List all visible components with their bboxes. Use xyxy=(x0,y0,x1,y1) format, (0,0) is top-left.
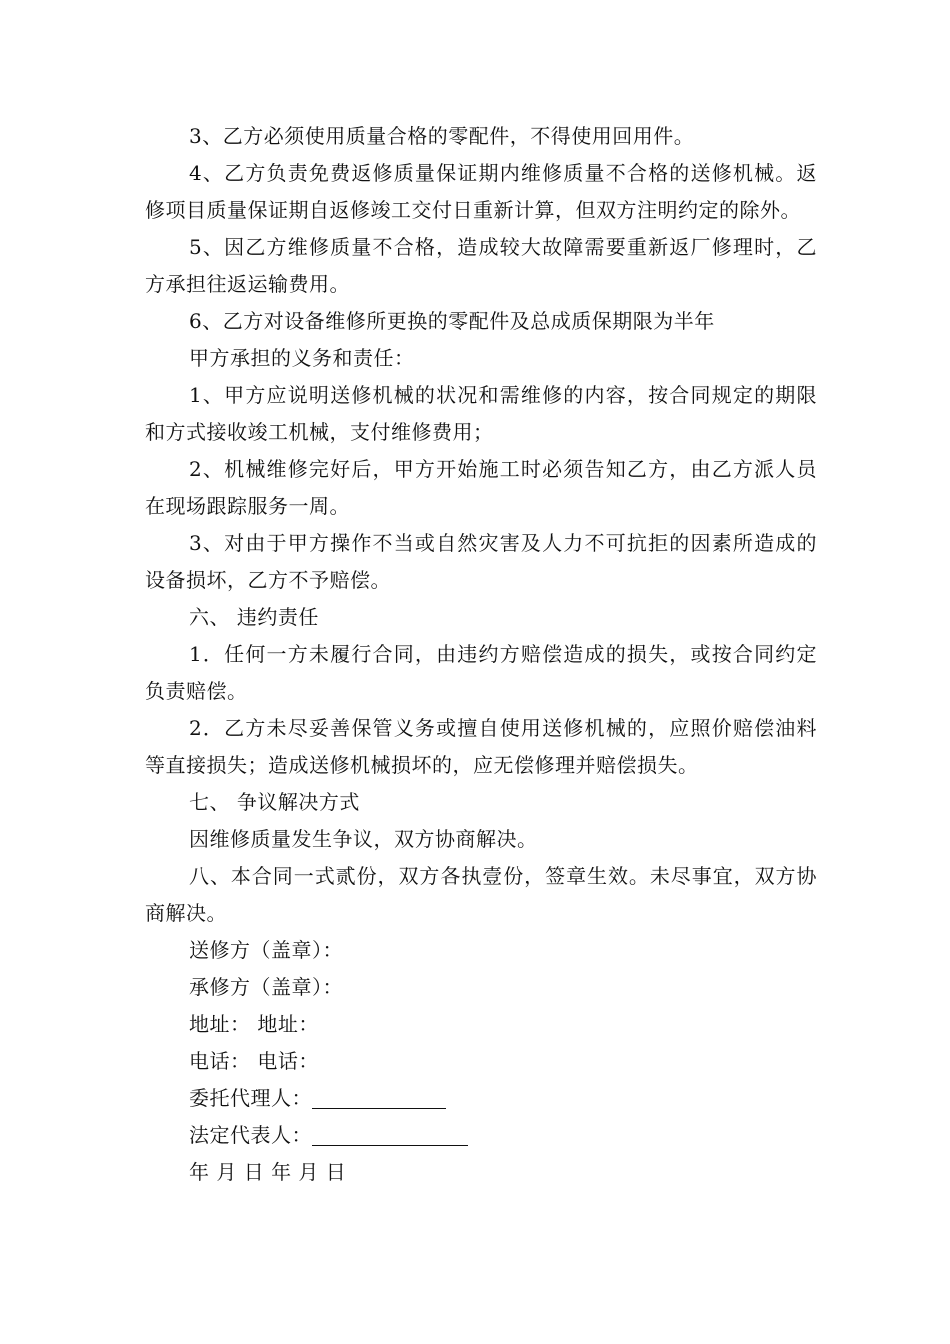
address-line: 地址： 地址： xyxy=(189,1012,319,1036)
contract-body xyxy=(145,118,817,1191)
breach-clause-1: 1．任何一方未履行合同，由违约方赔偿造成的损失，或按合同约定负责赔偿。 xyxy=(145,642,817,703)
party-a-clause-1: 1、甲方应说明送修机械的状况和需维修的内容，按合同规定的期限和方式接收竣工机械，支付维修费用； xyxy=(145,383,817,444)
section-6-heading: 六、 违约责任 xyxy=(189,605,319,629)
section-7-heading: 七、 争议解决方式 xyxy=(189,790,360,814)
clause-4-warranty-repair: 4、乙方负责免费返修质量保证期内维修质量不合格的送修机械。返修项目质量保证期自返修竣工交付日重新计算，但双方注明约定的除外。 xyxy=(145,161,817,222)
legal-rep-label: 法定代表人： xyxy=(189,1123,312,1147)
party-a-clause-2: 2、机械维修完好后，甲方开始施工时必须告知乙方，由乙方派人员在现场跟踪服务一周。 xyxy=(145,457,817,518)
sender-seal-line: 送修方（盖章）： xyxy=(189,938,343,962)
clause-5-transport-cost: 5、因乙方维修质量不合格，造成较大故障需要重新返厂修理时，乙方承担往返运输费用。 xyxy=(145,235,817,296)
clause-3-parts: 3、乙方必须使用质量合格的零配件，不得使用回用件。 xyxy=(189,124,695,148)
date-line: 年 月 日 年 月 日 xyxy=(189,1160,347,1184)
party-a-clause-3: 3、对由于甲方操作不当或自然灾害及人力不可抗拒的因素所造成的设备损坏，乙方不予赔偿。 xyxy=(145,531,817,592)
breach-clause-2: 2．乙方未尽妥善保管义务或擅自使用送修机械的，应照价赔偿油料等直接损失；造成送修机械损坏的，应无偿修理并赔偿损失。 xyxy=(145,716,817,777)
phone-line: 电话： 电话： xyxy=(189,1049,319,1073)
agent-signature-blank xyxy=(312,1084,446,1109)
legal-rep-line xyxy=(145,1117,817,1154)
party-a-duties-heading: 甲方承担的义务和责任： xyxy=(189,346,415,370)
agent-line xyxy=(145,1080,817,1117)
legal-rep-signature-blank xyxy=(312,1121,468,1146)
agent-label: 委托代理人： xyxy=(189,1086,312,1110)
section-8-copies: 八、本合同一式贰份，双方各执壹份，签章生效。未尽事宜，双方协商解决。 xyxy=(145,864,817,925)
dispute-resolution-text: 因维修质量发生争议，双方协商解决。 xyxy=(189,827,538,851)
clause-6-warranty-period: 6、乙方对设备维修所更换的零配件及总成质保期限为半年 xyxy=(189,309,715,333)
repairer-seal-line: 承修方（盖章）： xyxy=(189,975,343,999)
